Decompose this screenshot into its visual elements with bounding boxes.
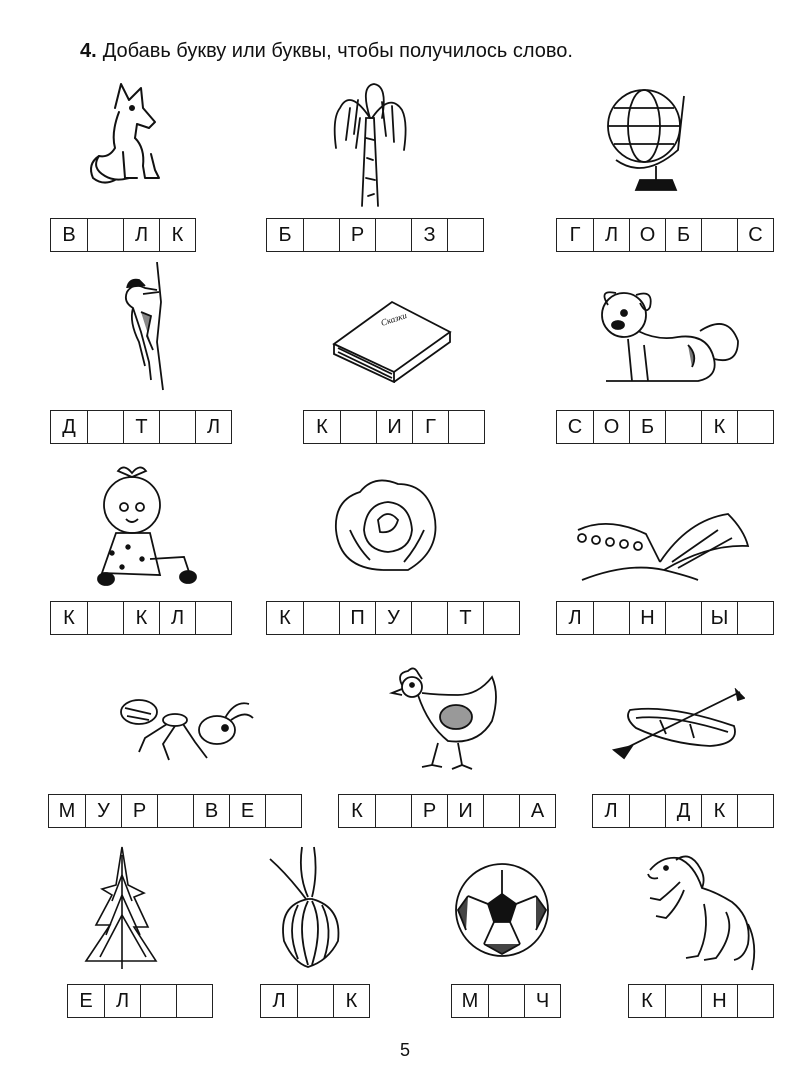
exercise-number: 4.: [80, 40, 97, 62]
letter-cell[interactable]: К: [351, 799, 363, 822]
letter-cell[interactable]: К: [159, 219, 195, 251]
letter-cell[interactable]: [340, 411, 376, 443]
letter-cell[interactable]: [303, 602, 339, 634]
letter-cell[interactable]: П: [339, 602, 375, 634]
letter-cell[interactable]: Е: [229, 795, 265, 827]
letter-cell[interactable]: С: [567, 415, 583, 438]
letter-cell[interactable]: [737, 411, 773, 443]
letter-cell[interactable]: Б: [665, 219, 701, 251]
letter-cell[interactable]: В: [193, 795, 229, 827]
letter-cell[interactable]: Л: [604, 799, 618, 822]
letter-cell[interactable]: [737, 602, 773, 634]
letter-cell[interactable]: З: [411, 219, 447, 251]
letter-cell[interactable]: К: [333, 985, 369, 1017]
letter-cell[interactable]: В: [62, 223, 76, 246]
doll-picture: [88, 463, 203, 588]
word-boxes-dog: [556, 410, 774, 444]
letter-cell[interactable]: [303, 219, 339, 251]
word-boxes-boat: [592, 794, 774, 828]
letter-cell[interactable]: И: [376, 411, 412, 443]
letter-cell[interactable]: Е: [79, 989, 93, 1012]
letter-cell[interactable]: К: [641, 989, 653, 1012]
word-boxes-horse: [628, 984, 774, 1018]
dog-picture: [588, 285, 743, 390]
word-boxes-onion: [260, 984, 370, 1018]
letter-cell[interactable]: М: [58, 799, 76, 822]
letter-cell[interactable]: Н: [629, 602, 665, 634]
letter-cell[interactable]: Р: [121, 795, 157, 827]
horse-picture: [640, 848, 760, 973]
letter-cell[interactable]: [411, 602, 447, 634]
letter-cell[interactable]: [447, 219, 483, 251]
letter-cell[interactable]: Л: [104, 985, 140, 1017]
letter-cell[interactable]: К: [701, 411, 737, 443]
letter-cell[interactable]: [483, 602, 519, 634]
letter-cell[interactable]: [483, 795, 519, 827]
letter-cell[interactable]: Т: [447, 602, 483, 634]
letter-cell[interactable]: [665, 411, 701, 443]
ant-picture: [115, 690, 255, 765]
letter-cell[interactable]: [629, 795, 665, 827]
birch-picture: [330, 78, 410, 208]
letter-cell[interactable]: Н: [701, 985, 737, 1017]
svg-text:Сказки: Сказки: [379, 310, 409, 328]
letter-cell[interactable]: К: [316, 415, 328, 438]
letter-cell[interactable]: [701, 219, 737, 251]
woodpecker-picture: [105, 262, 180, 392]
letter-cell[interactable]: А: [519, 795, 555, 827]
letter-cell[interactable]: Л: [123, 219, 159, 251]
letter-cell[interactable]: [87, 219, 123, 251]
hen-picture: [388, 665, 508, 775]
letter-cell[interactable]: [665, 602, 701, 634]
letter-cell[interactable]: М: [461, 989, 479, 1012]
letter-cell[interactable]: К: [701, 795, 737, 827]
letter-cell[interactable]: К: [63, 606, 75, 629]
letter-cell[interactable]: Л: [272, 989, 286, 1012]
letter-cell[interactable]: Л: [195, 411, 231, 443]
word-boxes-doll: [50, 601, 232, 635]
word-boxes-book: [303, 410, 485, 444]
letter-cell[interactable]: Л: [159, 602, 195, 634]
letter-cell[interactable]: С: [737, 219, 773, 251]
word-boxes-cabbage: [266, 601, 520, 635]
word-boxes-birch: [266, 218, 484, 252]
letter-cell[interactable]: [448, 411, 484, 443]
word-boxes-woodpecker: [50, 410, 232, 444]
letter-cell[interactable]: [159, 411, 195, 443]
letter-cell[interactable]: Д: [62, 415, 76, 438]
cabbage-picture: [330, 470, 445, 580]
letter-cell[interactable]: Ч: [524, 985, 560, 1017]
letter-cell[interactable]: Л: [568, 606, 582, 629]
fir-tree-picture: [78, 845, 163, 975]
word-boxes-ball: [451, 984, 561, 1018]
letter-cell[interactable]: [87, 602, 123, 634]
word-boxes-hen: [338, 794, 556, 828]
letter-cell[interactable]: К: [279, 606, 291, 629]
letter-cell[interactable]: У: [375, 602, 411, 634]
letter-cell[interactable]: [297, 985, 333, 1017]
word-boxes-ant: [48, 794, 302, 828]
word-boxes-lily-of-the-valley: [556, 601, 774, 635]
letter-cell[interactable]: Г: [569, 223, 581, 246]
wolf-picture: [85, 78, 175, 193]
letter-cell[interactable]: [737, 795, 773, 827]
letter-cell[interactable]: [140, 985, 176, 1017]
page-number: 5: [399, 1040, 410, 1060]
exercise-title: [80, 40, 573, 63]
lily-of-the-valley-picture: [568, 510, 753, 585]
letter-cell[interactable]: Д: [665, 795, 701, 827]
letter-cell[interactable]: И: [447, 795, 483, 827]
globe-picture: [600, 80, 690, 195]
onion-picture: [258, 845, 358, 970]
letter-cell[interactable]: Л: [593, 219, 629, 251]
boat-picture: [610, 688, 745, 768]
letter-cell[interactable]: [265, 795, 301, 827]
letter-cell[interactable]: [375, 219, 411, 251]
letter-cell[interactable]: Б: [629, 411, 665, 443]
letter-cell[interactable]: [665, 985, 701, 1017]
letter-cell[interactable]: [375, 795, 411, 827]
letter-cell[interactable]: Р: [339, 219, 375, 251]
letter-cell[interactable]: [157, 795, 193, 827]
letter-cell[interactable]: О: [629, 219, 665, 251]
letter-cell[interactable]: Р: [411, 795, 447, 827]
book-picture: [330, 288, 455, 383]
letter-cell[interactable]: [737, 985, 773, 1017]
letter-cell[interactable]: Ы: [701, 602, 737, 634]
letter-cell[interactable]: [195, 602, 231, 634]
letter-cell[interactable]: Т: [123, 411, 159, 443]
exercise-instruction: Добавь букву или буквы, чтобы получилось слово.: [102, 40, 573, 62]
letter-cell[interactable]: О: [593, 411, 629, 443]
word-boxes-globe: [556, 218, 774, 252]
word-boxes-fir-tree: [67, 984, 213, 1018]
ball-picture: [452, 860, 552, 960]
letter-cell[interactable]: [176, 985, 212, 1017]
word-boxes-wolf: [50, 218, 196, 252]
letter-cell[interactable]: [488, 985, 524, 1017]
letter-cell[interactable]: Г: [412, 411, 448, 443]
letter-cell[interactable]: [87, 411, 123, 443]
letter-cell[interactable]: К: [123, 602, 159, 634]
letter-cell[interactable]: [593, 602, 629, 634]
letter-cell[interactable]: Б: [278, 223, 292, 246]
letter-cell[interactable]: У: [85, 795, 121, 827]
